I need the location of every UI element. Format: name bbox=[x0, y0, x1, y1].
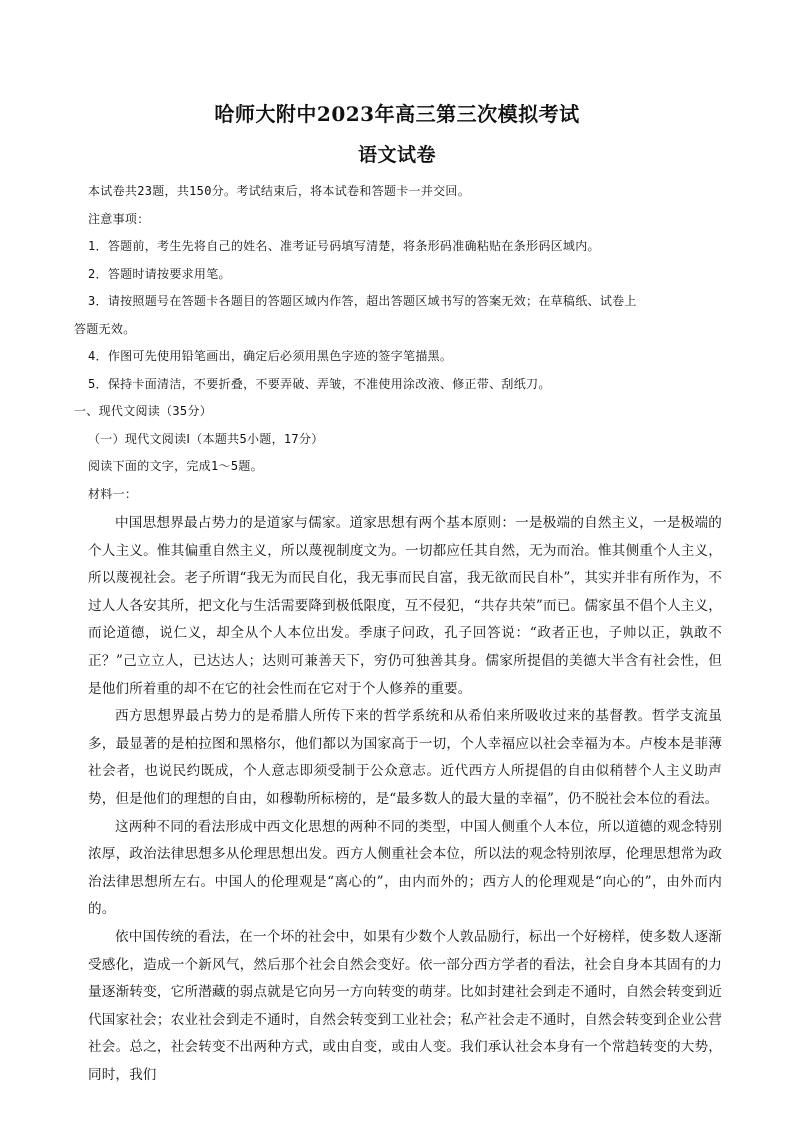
notice-item-1: 1．答题前，考生先将自己的姓名、准考证号码填写清楚，将条形码准确粘贴在条形码区域内。 bbox=[88, 239, 600, 253]
material-paragraph-1: 中国思想界最占势力的是道家与儒家。道家思想有两个基本原则：一是极端的自然主义，一是极端的个人主义。惟其偏重自然主义，所以蔑视制度文为。一切都应任其自然，无为而治。惟其侧重个人主义，所以蔑视社会。老子所谓“我无为而民自化，我无事而民自富，我无欲而民自朴”，其实并非有所作为，不过人人各安其所，把文化与生活需要降到极低限度，互不侵犯，“共存共荣”而已。儒家虽不倡个人主义，而论道德，说仁义，却全从个人本位出发。季康子问政，孔子回答说：“政者正也，子帅以正，孰敢不正？”己立立人，已达达人；达则可兼善天下，穷仍可独善其身。儒家所提倡的美德大半含有社会性，但是他们所着重的却不在它的社会性而在它对于个人修养的重要。 bbox=[88, 515, 722, 697]
notice-item-4: 4．作图可先使用铅笔画出，确定后必须用黑色字迹的签字笔描黑。 bbox=[88, 349, 453, 363]
notice-heading: 注意事项： bbox=[88, 211, 150, 226]
notice-item-5: 5．保持卡面清洁，不要折叠，不要弄破、弄皱，不准使用涂改液、修正带、刮纸刀。 bbox=[88, 376, 551, 391]
exam-title: 哈师大附中2023年高三第三次模拟考试 bbox=[214, 102, 580, 126]
reading-instruction: 阅读下面的文字，完成1～5题。 bbox=[88, 459, 263, 473]
notice-item-2: 2．答题时请按要求用笔。 bbox=[88, 266, 231, 281]
material-paragraph-4: 依中国传统的看法，在一个坏的社会中，如果有少数个人敦品励行，标出一个好榜样，使多数人逐渐受感化，造成一个新风气，然后那个社会自然会变好。依一部分西方学者的看法，社会自身本其固有的力量逐渐转变，它所潜藏的弱点就是它向另一方向转变的萌芽。比如封建社会到走不通时，自然会转变到近代国家社会；农业社会到走不通时，自然会转变到工业社会；私产社会走不通时，自然会转变到企业公营社会。总之，社会转变不出两种方式，或由自变，或由人变。我们承认社会本身有一个常趋转变的大势，同时，我们 bbox=[88, 928, 722, 1083]
section-heading: 一、现代文阅读（35分） bbox=[74, 404, 213, 418]
notice-item-3-continued: 答题无效。 bbox=[74, 321, 136, 336]
notice-item-3: 3．请按照题号在答题卡各题目的答题区域内作答，超出答题区域书写的答案无效；在草稿纸、试卷上 bbox=[88, 294, 637, 308]
material-label: 材料一： bbox=[88, 486, 138, 501]
exam-subtitle: 语文试卷 bbox=[357, 144, 436, 166]
exam-content bbox=[74, 178, 722, 1089]
material-paragraph-2: 西方思想界最占势力的是希腊人所传下来的哲学系统和从希伯来所吸收过来的基督教。哲学支流虽多，最显著的是柏拉图和黑格尔，他们都以为国家高于一切，个人幸福应以社会幸福为本。卢梭本是菲薄社会者，也说民约既成，个人意志即须受制于公众意志。近代西方人所提倡的自由似稍替个人主义助声势，但是他们的理想的自由，如穆勒所标榜的，是“最多数人的最大量的幸福”，仍不脱社会本位的看法。 bbox=[88, 708, 722, 807]
material-paragraph-3: 这两种不同的看法形成中西文化思想的两种不同的类型，中国人侧重个人本位，所以道德的观念特别浓厚，政治法律思想多从伦理思想出发。西方人侧重社会本位，所以法的观念特别浓厚，伦理思想常为政治法律思想所左右。中国人的伦理观是“离心的”，由内而外的；西方人的伦理观是“向心的”，由外而内的。 bbox=[88, 818, 722, 918]
exam-info: 本试卷共23题，共150分。考试结束后，将本试卷和答题卡一并交回。 bbox=[88, 184, 471, 198]
section-subheading: （一）现代文阅读Ⅰ（本题共5小题，17分） bbox=[88, 431, 324, 446]
